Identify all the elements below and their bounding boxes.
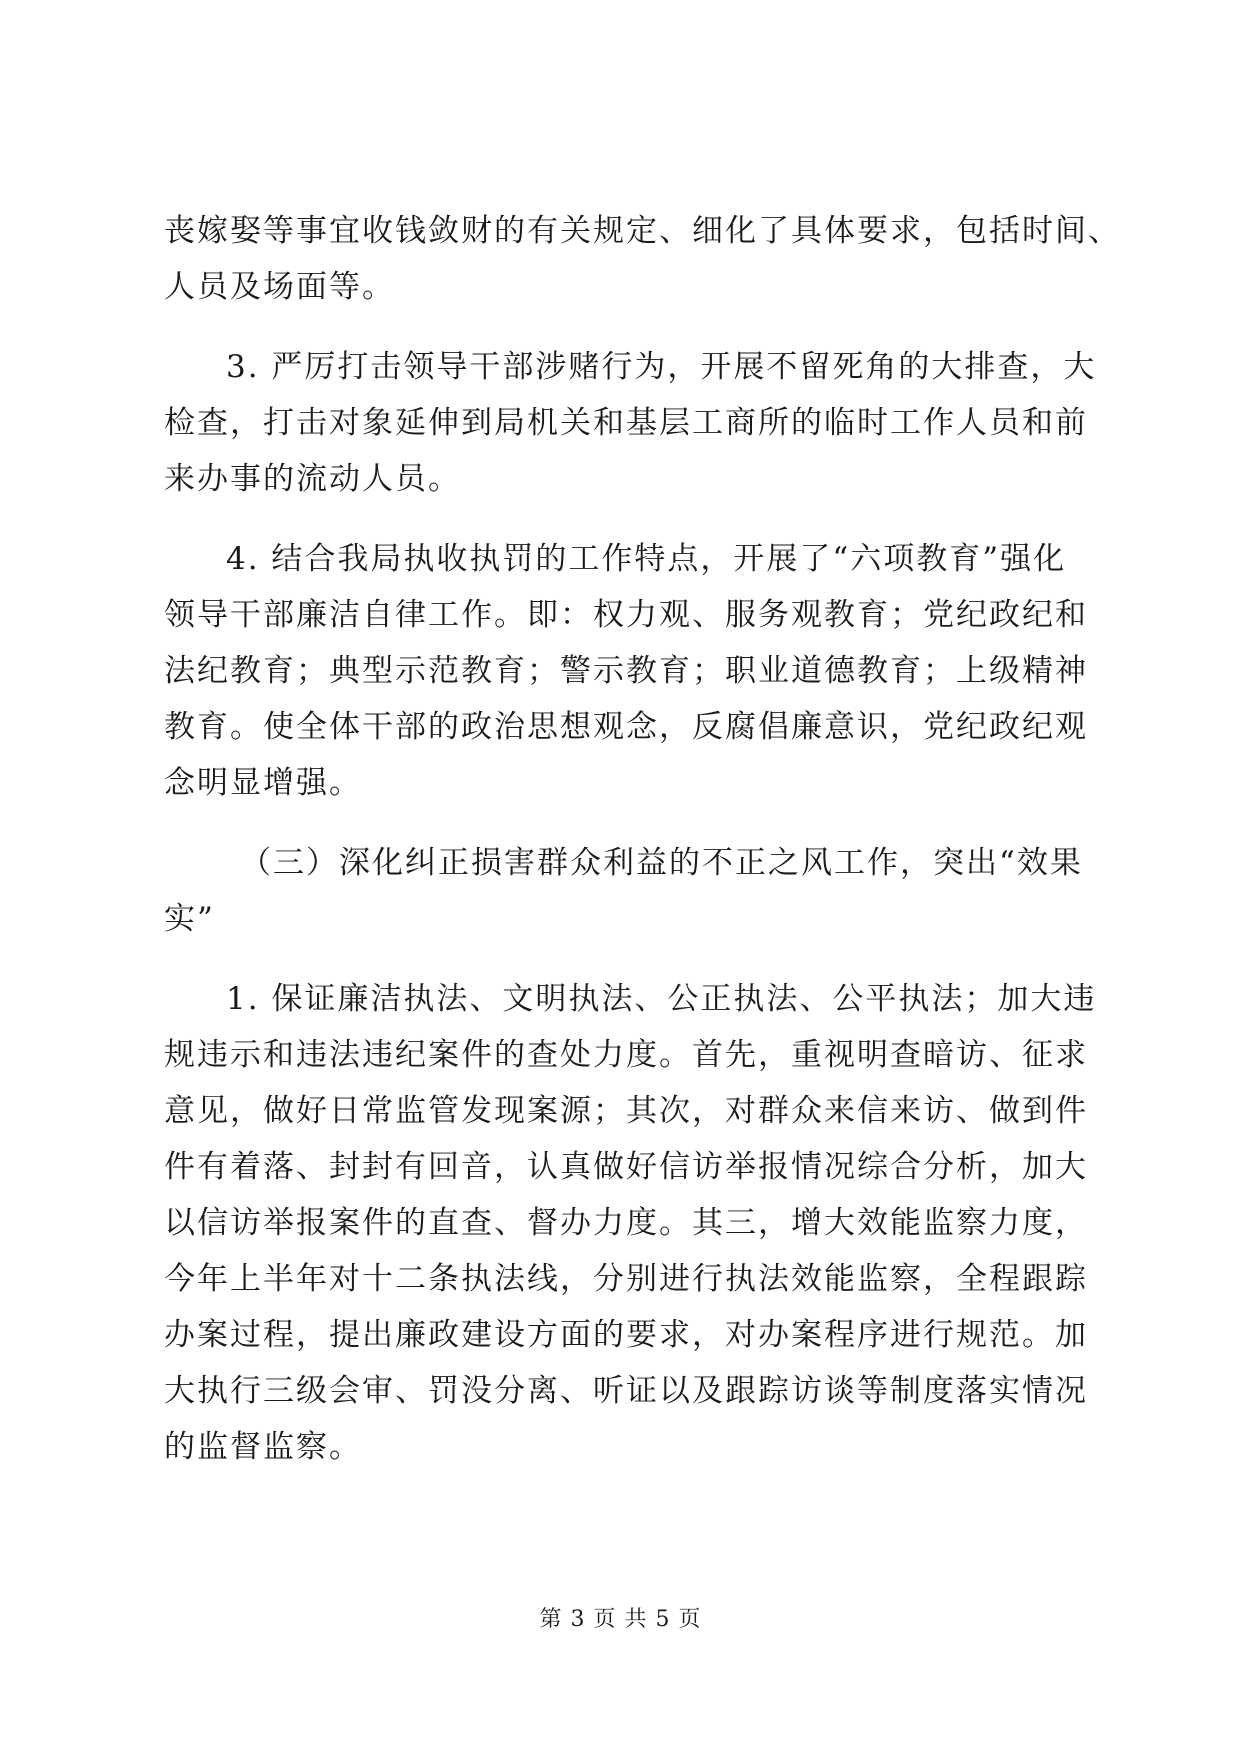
body-text-line: 来办事的流动人员。 bbox=[164, 461, 461, 497]
section-heading-3: （三）深化纠正损害群众利益的不正之风工作，突出“效果 bbox=[240, 845, 1083, 881]
body-text-line: 规违示和违法违纪案件的查处力度。首先，重视明查暗访、征求 bbox=[164, 1037, 1088, 1073]
body-text-line: 今年上半年对十二条执法线，分别进行执法效能监察，全程跟踪 bbox=[164, 1261, 1088, 1297]
body-text-line: 教育。使全体干部的政治思想观念，反腐倡廉意识，党纪政纪观 bbox=[164, 709, 1088, 745]
body-text-line: 念明显增强。 bbox=[164, 765, 362, 801]
body-text-line: 领导干部廉洁自律工作。即：权力观、服务观教育；党纪政纪和 bbox=[164, 597, 1088, 633]
section-heading-3-continuation: 实” bbox=[164, 901, 215, 937]
body-text-line: 意见，做好日常监管发现案源；其次，对群众来信来访、做到件 bbox=[164, 1093, 1088, 1129]
list-item-1-line: 1. 保证廉洁执法、文明执法、公正执法、公平执法；加大违 bbox=[226, 981, 1097, 1017]
body-text-line: 以信访举报案件的直查、督办力度。其三，增大效能监察力度， bbox=[164, 1205, 1088, 1241]
list-item-4-line: 4. 结合我局执收执罚的工作特点，开展了“六项教育”强化 bbox=[226, 541, 1067, 577]
body-text-line: 件有着落、封封有回音，认真做好信访举报情况综合分析，加大 bbox=[164, 1149, 1088, 1185]
body-text-line: 丧嫁娶等事宜收钱敛财的有关规定、细化了具体要求，包括时间、 bbox=[164, 213, 1121, 249]
page-number-footer: 第 3 页 共 5 页 bbox=[539, 1607, 702, 1632]
body-text-line: 法纪教育；典型示范教育；警示教育；职业道德教育；上级精神 bbox=[164, 653, 1088, 689]
body-text-line: 大执行三级会审、罚没分离、听证以及跟踪访谈等制度落实情况 bbox=[164, 1373, 1088, 1409]
body-text-line: 检查，打击对象延伸到局机关和基层工商所的临时工作人员和前 bbox=[164, 405, 1088, 441]
body-text-line: 人员及场面等。 bbox=[164, 269, 395, 305]
list-item-3-line: 3. 严厉打击领导干部涉赌行为，开展不留死角的大排查，大 bbox=[226, 349, 1097, 385]
body-text-line: 办案过程，提出廉政建设方面的要求，对办案程序进行规范。加 bbox=[164, 1317, 1088, 1353]
body-text-line: 的监督监察。 bbox=[164, 1429, 362, 1465]
